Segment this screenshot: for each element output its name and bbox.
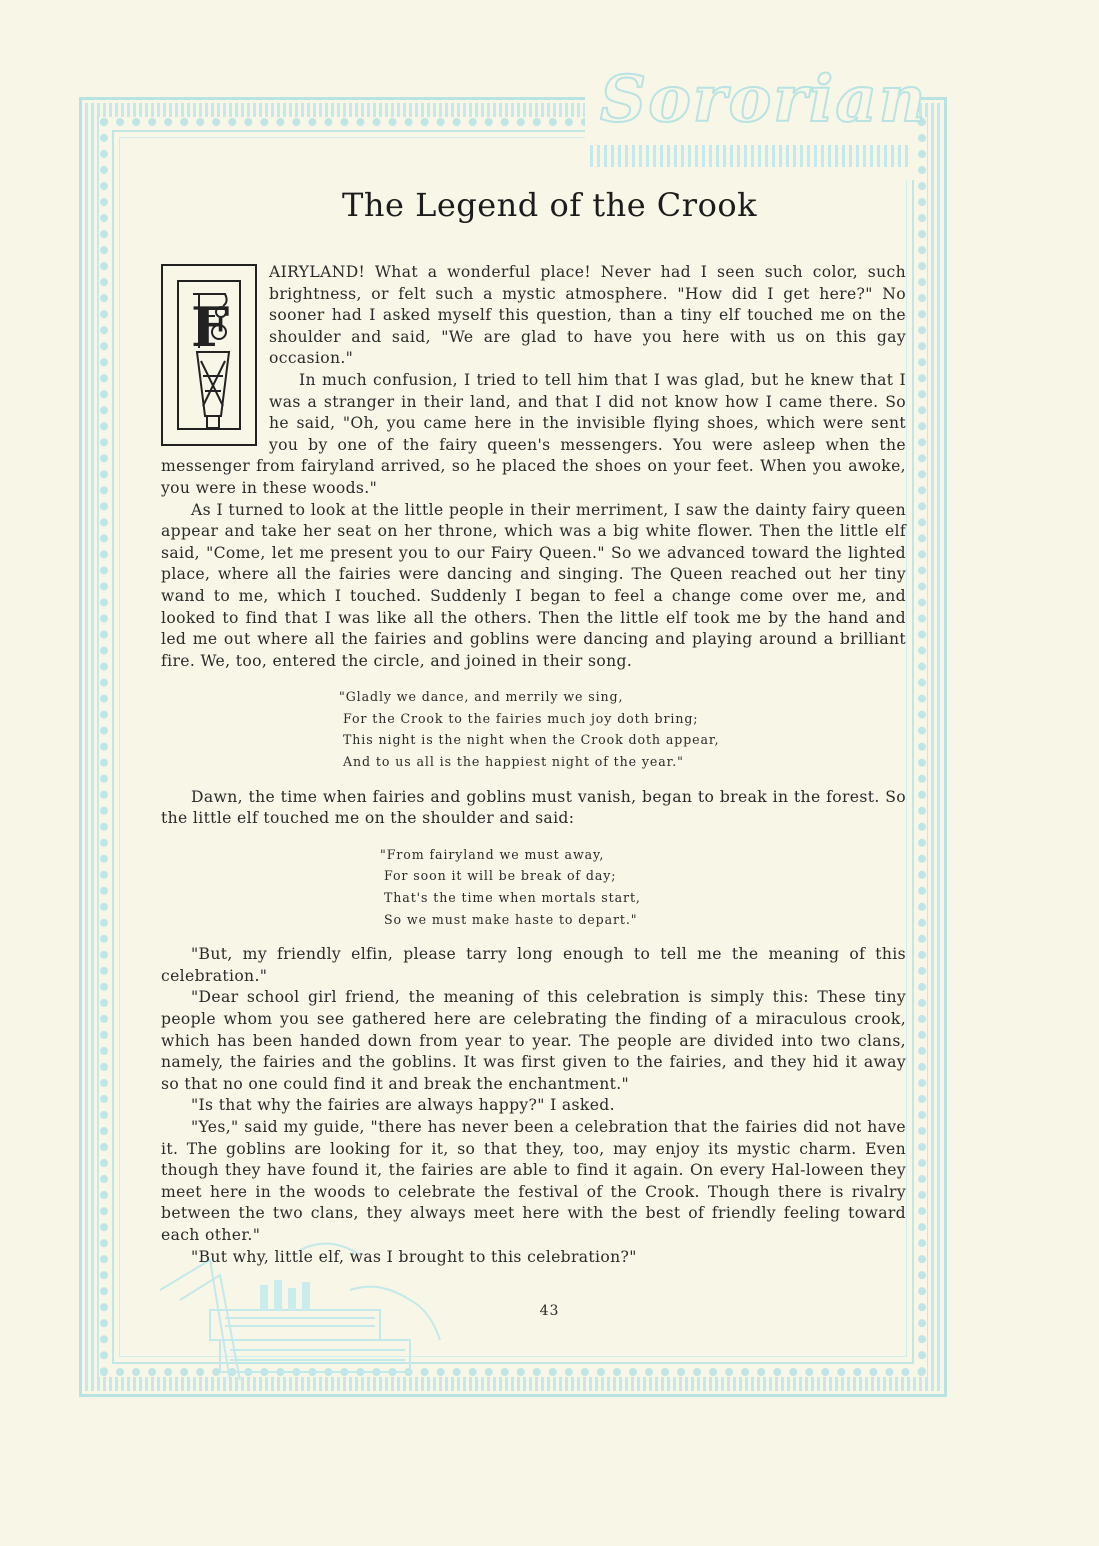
paragraph: As I turned to look at the little people in their merriment, I saw the dainty fairy queen appear and take her seat on her throne, which was a big white flower. Then the little elf said, "Come, let me present you to our Fairy Queen." So we advanced toward the lighted place, where all the fairies were dancing and singing. The Queen reached out her tiny wand to me, which I touched. Suddenly I began to feel a change come over me, and looked to find that I was like all the others. Then the little elf took me by the hand and led me out where all the fairies and goblins were dancing and playing around a brilliant fire. We, too, entered the circle, and joined in their song. (161, 500, 906, 670)
verse-line: And to us all is the happiest night of the year." (343, 754, 684, 770)
masthead-rule (590, 145, 910, 167)
elf-verse (380, 844, 906, 930)
verse-line: For soon it will be break of day; (384, 868, 617, 884)
song-verse (339, 686, 906, 772)
verse-line: "Gladly we dance, and merrily we sing, (339, 689, 624, 705)
drop-cap-letter-f-icon (163, 266, 259, 448)
article-body (161, 262, 906, 1268)
paragraph: "Dear school girl friend, the meaning of this celebration is simply this: These tiny people whom you see gathered here are celebrating the finding of a miraculous crook, which has been handed down from year to year. The people are divided into two clans, namely, the fairies and the goblins. It was first given to the fairies, and they hid it away so that no one could find it and break the enchantment." (161, 988, 906, 1093)
page-title: The Legend of the Crook (342, 186, 757, 224)
drop-cap-illumination (161, 264, 257, 446)
verse-line: This night is the night when the Crook doth appear, (343, 732, 720, 748)
masthead-logo: Sororian (600, 62, 928, 137)
paragraph: "But, my friendly elfin, please tarry long enough to tell me the meaning of this celebration." (161, 945, 906, 985)
verse-line: So we must make haste to depart." (384, 911, 638, 927)
paragraph: AIRYLAND! What a wonderful place! Never had I seen such color, such brightness, or felt such a mystic atmosphere. "How did I get here?" No sooner had I asked myself this question, than a tiny elf touched me on the shoulder and said, "We are glad to have you here with us on this gay occasion." (269, 263, 906, 368)
paragraph: In much confusion, I tried to tell him that I was glad, but he knew that I was a stranger in their land, and that I did not know how I came there. So he said, "Oh, you came here in the invisible flying shoes, which were sent you by one of the fairy queen's messengers. You were asleep when the messenger from fairyland arrived, so he placed the shoes on your feet. When you awoke, you were in these woods." (161, 370, 906, 497)
verse-line: "From fairyland we must away, (380, 846, 605, 862)
page-number: 43 (539, 1303, 560, 1319)
paragraph: "But why, little elf, was I brought to this celebration?" (191, 1247, 637, 1266)
verse-line: That's the time when mortals start, (384, 890, 641, 906)
verse-line: For the Crook to the fairies much joy doth bring; (343, 710, 699, 726)
paragraph: Dawn, the time when fairies and goblins must vanish, began to break in the forest. So the little elf touched me on the shoulder and said: (161, 787, 906, 828)
paragraph: "Yes," said my guide, "there has never been a celebration that the fairies did not have it. The goblins are looking for it, so that they, too, may enjoy its mystic charm. Even though they have found it, the fairies are able to find it again. On every Hal-loween they meet here in the woods to celebrate the festival of the Crook. Though there is rivalry between the two clans, they always meet here with the best of friendly feeling toward each other." (161, 1117, 906, 1244)
paragraph: "Is that why the fairies are always happy?" I asked. (191, 1096, 615, 1115)
svg-text:F: F (191, 295, 230, 359)
